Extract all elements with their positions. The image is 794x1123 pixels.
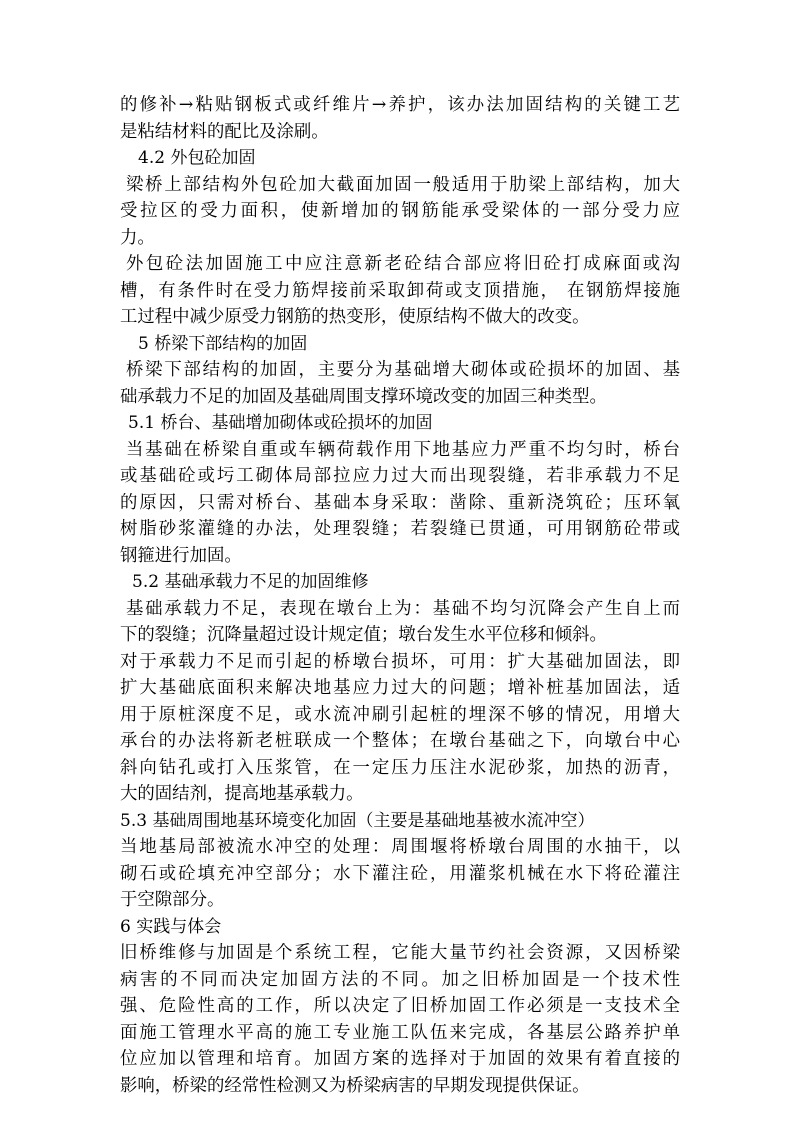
text-line: 大的固结剂，提高地基承载力。: [120, 784, 364, 804]
text-line: 力。: [120, 227, 155, 248]
text-line: 强、危险性高的工作，所以决定了旧桥加固工作必须是一支技术全: [120, 996, 680, 1016]
text-line: 基础承载力不足，表现在墩台上为：基础不均匀沉降会产生自上而: [126, 598, 680, 619]
text-line: 或基础砼或圬工砌体局部拉应力过大而出现裂缝，若非承载力不足: [120, 466, 680, 486]
text-line: 面施工管理水平高的施工专业施工队伍来完成，各基层公路养护单: [120, 1022, 680, 1043]
text-line: 础承载力不足的加固及基础周围支撑环境改变的加固三种类型。: [120, 386, 607, 407]
text-line: 于空隙部分。: [120, 890, 225, 910]
text-line: 病害的不同而决定加固方法的不同。加之旧桥加固是一个技术性: [120, 969, 680, 990]
text-line: 位应加以管理和培育。加固方案的选择对于加固的效果有着直接的: [120, 1049, 680, 1069]
text-line: 当基础在桥梁自重或车辆荷载作用下地基应力严重不均匀时，桥台: [126, 439, 680, 460]
text-line: 斜向钻孔或打入压浆管，在一定压力压注水泥砂浆，加热的沥青，: [120, 757, 680, 778]
text-line: 旧桥维修与加固是个系统工程，它能大量节约社会资源，又因桥梁: [120, 943, 680, 963]
text-line: 桥梁下部结构的加固，主要分为基础增大砌体或砼损坏的加固、基: [126, 360, 680, 380]
text-line: 影响，桥梁的经常性检测又为桥梁病害的早期发现提供保证。: [120, 1075, 590, 1096]
section-heading: 6 实践与体会: [120, 916, 222, 937]
text-line: 的修补→粘贴钢板式或纤维片→养护，该办法加固结构的关键工艺: [120, 95, 680, 115]
text-line: 工过程中减少原受力钢筋的热变形，使原结构不做大的改变。: [120, 307, 590, 327]
document-page: [120, 92, 680, 1099]
text-line: 当地基局部被流水冲空的处理：周围堰将桥墩台周围的水抽干，以: [120, 837, 680, 857]
text-line: 槽，有条件时在受力筋焊接前采取卸荷或支顶措施， 在钢筋焊接施: [120, 280, 680, 301]
section-heading: 5.1 桥台、基础增加砌体或砼损坏的加固: [128, 413, 433, 433]
text-line: 梁桥上部结构外包砼加大截面加固一般适用于肋梁上部结构，加大: [126, 174, 680, 195]
section-heading: 5 桥梁下部结构的加固: [138, 333, 308, 354]
text-line: 下的裂缝；沉降量超过设计规定值；墩台发生水平位移和倾斜。: [120, 625, 607, 645]
text-line: 受拉区的受力面积，使新增加的钢筋能承受梁体的一部分受力应: [120, 201, 680, 221]
text-line: 对于承载力不足而引起的桥墩台损坏，可用：扩大基础加固法，即: [120, 651, 680, 672]
text-line: 外包砼法加固施工中应注意新老砼结合部应将旧砼打成麻面或沟: [126, 254, 680, 274]
section-heading: 5.3 基础周围地基环境变化加固（主要是基础地基被水流冲空）: [120, 810, 595, 831]
text-line: 扩大基础底面积来解决地基应力过大的问题；增补桩基加固法，适: [120, 678, 680, 698]
text-line: 用于原桩深度不足，或水流冲刷引起桩的埋深不够的情况，用增大: [120, 704, 680, 725]
text-line: 的原因，只需对桥台、基础本身采取：凿除、重新浇筑砼；压环氧: [120, 492, 680, 513]
section-heading: 4.2 外包砼加固: [138, 148, 256, 168]
text-line: 钢箍进行加固。: [120, 545, 242, 566]
section-heading: 5.2 基础承载力不足的加固维修: [132, 572, 369, 592]
text-line: 砌石或砼填充冲空部分；水下灌注砼，用灌浆机械在水下将砼灌注: [120, 863, 680, 884]
text-line: 树脂砂浆灌缝的办法，处理裂缝；若裂缝已贯通，可用钢筋砼带或: [120, 519, 680, 539]
text-line: 是粘结材料的配比及涂刷。: [120, 121, 329, 142]
text-line: 承台的办法将新老桩联成一个整体；在墩台基础之下，向墩台中心: [120, 731, 680, 751]
